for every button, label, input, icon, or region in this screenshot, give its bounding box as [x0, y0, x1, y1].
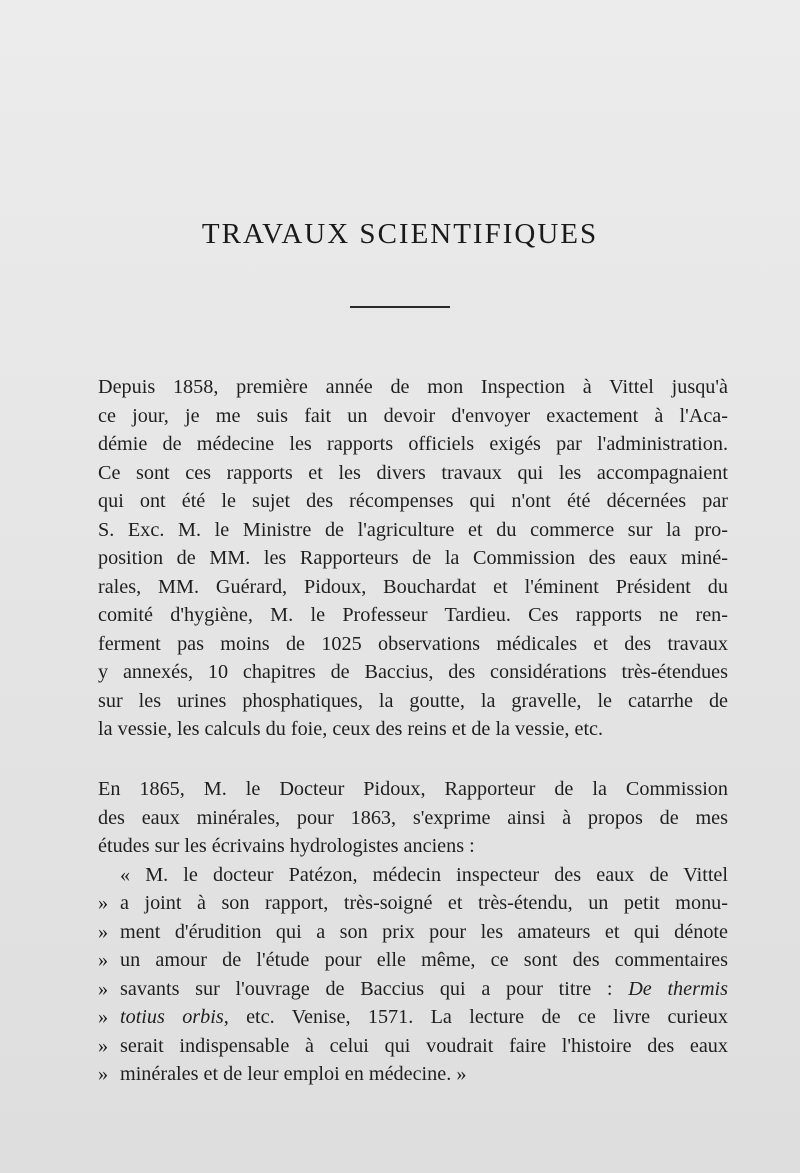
italic-book-title: De thermis [628, 977, 729, 1000]
paragraph-1 [98, 373, 728, 744]
text-line: sur les urines phosphatiques, la goutte, la gravelle, le catarrhe de [98, 689, 728, 712]
quote-line: » a joint à son rapport, très-soigné et très-étendu, un petit monu- [98, 892, 728, 914]
quote-line: » un amour de l'étude pour elle même, ce sont des commentaires [98, 949, 728, 971]
text-line: qui ont été le sujet des récompenses qui n'ont été décernées par [98, 490, 728, 512]
text-line: rales, MM. Guérard, Pidoux, Bouchardat et l'éminent Président du [98, 575, 728, 598]
paragraph-2 [98, 775, 728, 1089]
text-line: études sur les écrivains hydrologistes anciens : [98, 835, 475, 857]
text-line: des eaux minérales, pour 1863, s'exprime ainsi à propos de mes [98, 806, 728, 829]
text-line: ferment pas moins de 1025 observations médicales et des travaux [98, 632, 728, 655]
quote-line: » savants sur l'ouvrage de Baccius qui a pour titre : De thermis [98, 977, 729, 1000]
page-title: TRAVAUX SCIENTIFIQUES [201, 218, 599, 250]
title-divider [350, 306, 450, 308]
quote-line: » totius orbis, etc. Venise, 1571. La lecture de ce livre curieux [98, 1006, 728, 1028]
text-line: la vessie, les calculs du foie, ceux des reins et de la vessie, etc. [98, 718, 604, 740]
italic-book-title: totius orbis [120, 1006, 224, 1028]
text-line: comité d'hygiène, M. le Professeur Tardieu. Ces rapports ne ren- [98, 604, 728, 626]
text-line: Depuis 1858, première année de mon Inspection à Vittel jusqu'à [98, 376, 728, 398]
quote-line: « M. le docteur Patézon, médecin inspecteur des eaux de Vittel [120, 863, 728, 886]
text-line: position de MM. les Rapporteurs de la Commission des eaux miné- [98, 547, 728, 569]
quote-line: » serait indispensable à celui qui voudrait faire l'histoire des eaux [98, 1034, 728, 1057]
text-line: ce jour, je me suis fait un devoir d'envoyer exactement à l'Aca- [98, 404, 728, 427]
text-line: S. Exc. M. le Ministre de l'agriculture et du commerce sur la pro- [98, 518, 728, 541]
text-line: En 1865, M. le Docteur Pidoux, Rapporteur de la Commission [98, 778, 728, 800]
text-line: Ce sont ces rapports et les divers travaux qui les accompagnaient [98, 461, 728, 484]
text-line: y annexés, 10 chapitres de Baccius, des considérations très-étendues [98, 661, 728, 683]
quote-line: » ment d'érudition qui a son prix pour les amateurs et qui dénote [98, 920, 728, 943]
text-line: démie de médecine les rapports officiels exigés par l'administration. [98, 433, 728, 455]
quote-line: » minérales et de leur emploi en médecine. » [98, 1063, 467, 1085]
